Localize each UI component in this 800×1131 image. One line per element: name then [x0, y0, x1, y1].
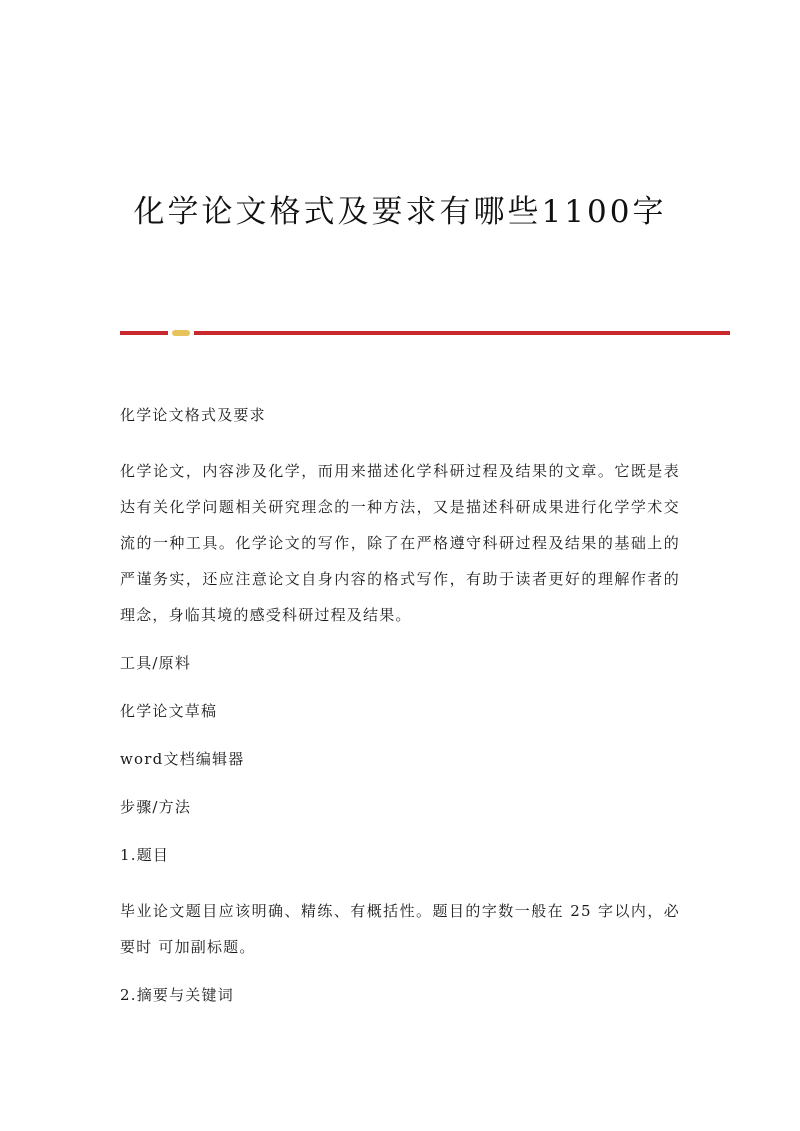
step-1-heading: 1.题目: [120, 846, 170, 864]
tool-item-draft: 化学论文草稿: [120, 702, 218, 720]
step-2-heading: 2.摘要与关键词: [120, 986, 234, 1004]
step-1-paragraph: 毕业论文题目应该明确、精练、有概括性。题目的字数一般在 25 字以内，必要时 可加副标题。: [120, 902, 680, 956]
tool-item-editor: word文档编辑器: [120, 750, 245, 768]
steps-heading: 步骤/方法: [120, 798, 192, 816]
intro-paragraph: 化学论文，内容涉及化学，而用来描述化学科研过程及结果的文章。它既是表达有关化学问题相关研究理念的一种方法，又是描述科研成果进行化学学术交流的一种工具。化学论文的写作，除了在严格遵守科研过程及结果的基础上的严谨务实，还应注意论文自身内容的格式写作，有助于读者更好的理解作者的理念，身临其境的感受科研过程及结果。: [120, 462, 680, 624]
divider-left-segment: [120, 331, 168, 335]
divider-ornament-icon: [172, 330, 190, 336]
section-heading: 化学论文格式及要求: [120, 406, 266, 424]
divider-right-segment: [194, 331, 730, 335]
document-body: [120, 405, 680, 1033]
title-divider: [120, 331, 730, 335]
document-title: 化学论文格式及要求有哪些1100字: [133, 194, 667, 230]
tools-heading: 工具/原料: [120, 654, 192, 672]
